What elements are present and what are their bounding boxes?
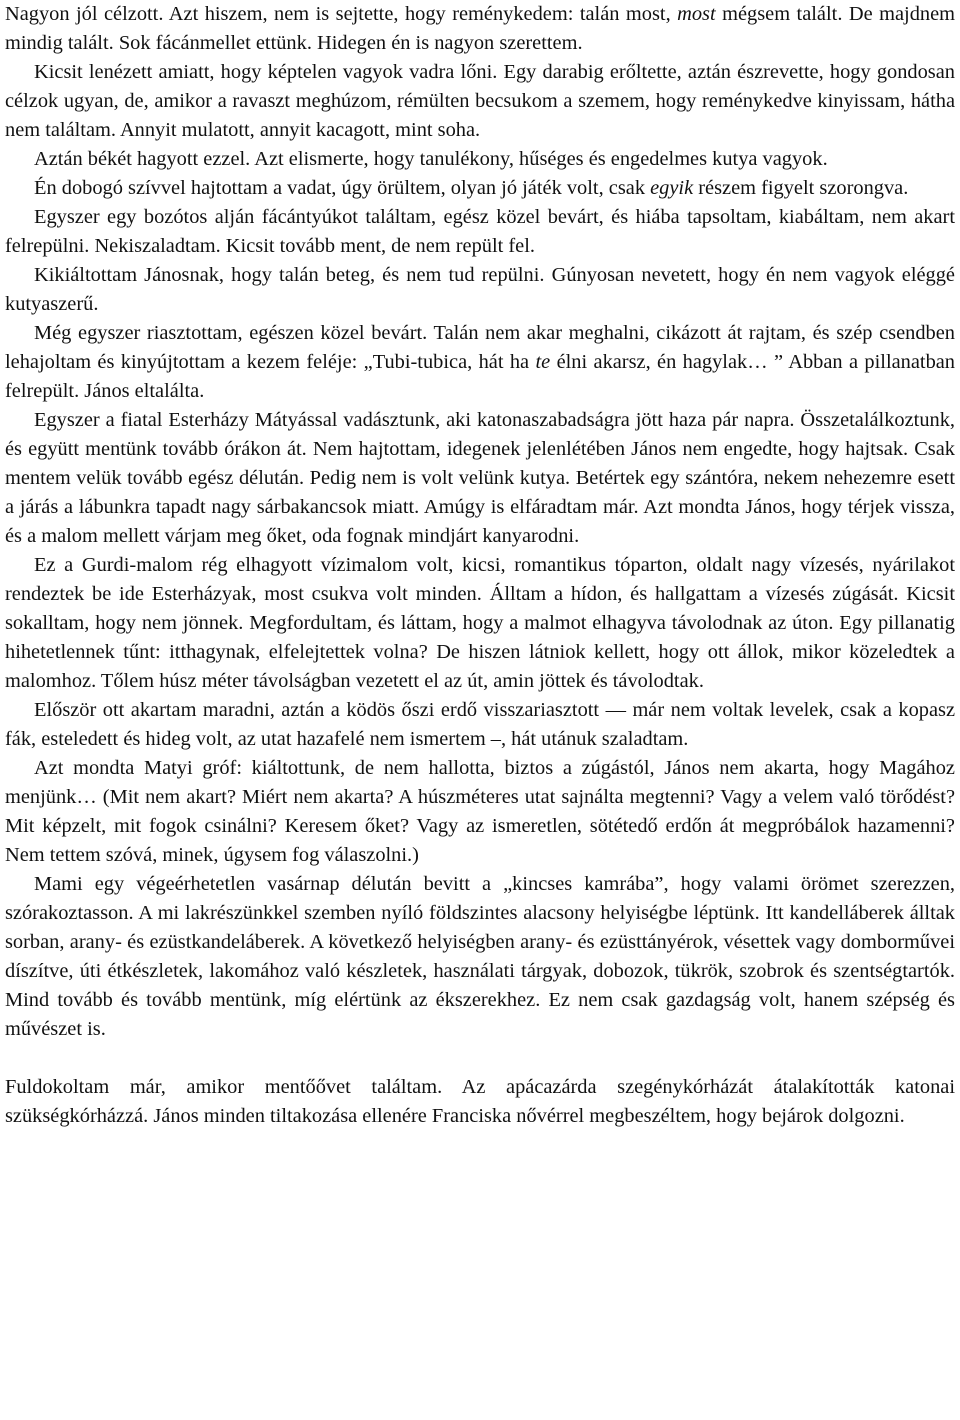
paragraph-text: Nagyon jól célzott. Azt hiszem, nem is sejtette, hogy reménykedem: talán most,	[5, 3, 678, 25]
paragraph-text: Egyszer a fiatal Esterházy Mátyással vadásztunk, aki katonaszabadságra jött haza pár napra. Összetalálkoztunk, és együtt mentünk tovább órákon át. Nem hajtottam, idegenek jelenlétében János nem engedte, hogy hajtsak. Csak mentem velük tovább egész délután. Pedig nem is volt velünk kutya. Betértek egy szántóra, nekem nehezemre esett a járás a lábunkra tapadt nagy sárbakancsok miatt. Amúgy is elfáradtam már. Azt mondta János, hogy térjek vissza, és a malom mellett várjam meg őket, oda fognak mindjárt kanyarodni.	[5, 409, 955, 547]
paragraph-text: Kicsit lenézett amiatt, hogy képtelen vagyok vadra lőni. Egy darabig erőltette, aztán észrevette, hogy gondosan célzok ugyan, de, amikor a ravaszt meghúzom, rémülten becsukom a szemem, hogy reménykedve kinyissam, hátha nem találtam. Annyit mulatott, annyit kacagott, mint soha.	[5, 61, 955, 141]
paragraph-3	[5, 145, 955, 174]
paragraph-1	[5, 0, 955, 58]
paragraph-text: mégsem talált. De majdnem mindig talált. Sok fácánmellet ettünk. Hidegen én is nagyon szerettem.	[5, 3, 955, 54]
paragraph-text: Én dobogó szívvel hajtottam a vadat, úgy örültem, olyan jó játék volt, csak	[34, 177, 651, 199]
paragraph-text: Azt mondta Matyi gróf: kiáltottunk, de nem hallotta, biztos a zúgástól, János nem akarta, hogy Magához menjünk… (Mit nem akart? Miért nem akarta? A húszméteres utat sajnálta megtenni? Vagy a velem való törődést? Mit képzelt, mit fogok csinálni? Keresem őket? Vagy az ismeretlen, sötétedő erdőn át megpróbálok hazamenni? Nem tettem szóvá, minek, úgysem fog válaszolni.)	[5, 757, 955, 866]
italic-word: te	[535, 351, 551, 373]
paragraph-text: Kikiáltottam Jánosnak, hogy talán beteg, és nem tud repülni. Gúnyosan nevetett, hogy én nem vagyok eléggé kutyaszerű.	[5, 264, 955, 315]
paragraph-text: élni akarsz, én hagylak… ” Abban a pillanatban felrepült. János eltalálta.	[5, 351, 956, 402]
paragraph-text: Ez a Gurdi-malom rég elhagyott vízimalom volt, kicsi, romantikus tóparton, oldalt nagy vízesés, nyárilakot rendeztek be ide Esterházyak, most csukva volt minden. Álltam a hídon, és hallgattam a vízesés zúgását. Kicsit sokalltam, hogy nem jönnek. Megfordultam, és láttam, hogy a malmot elhagyva távolodnak az úton. Egy pillanatig hihetetlennek tűnt: itthagynak, elfelejtettek volna? De hiszen látniok kellett, hogy ott állok, mikor közeledtek a malomhoz. Tőlem húsz méter távolságban vezetett el az út, amin jöttek és távolodtak.	[5, 554, 955, 692]
paragraph-7	[5, 319, 955, 406]
paragraph-5	[5, 203, 955, 261]
paragraph-text: részem figyelt szorongva.	[693, 177, 909, 199]
italic-word: most	[677, 3, 716, 25]
paragraph-13	[5, 1073, 955, 1131]
paragraph-9	[5, 551, 955, 696]
paragraph-text: Mami egy végeérhetetlen vasárnap délután bevitt a „kincses kamrába”, hogy valami örömet szerezzen, szórakoztasson. A mi lakrészünkkel szemben nyíló földszintes alacsony helyiségbe léptünk. Itt kandelláberek álltak sorban, arany- és ezüstkandeláberek. A következő helyiségben arany- és ezüsttányérok, vésettek vagy domborművei díszítve, úti étkészletek, lakomához való készletek, használati tárgyak, dobozok, tükrök, szobrok és szentségtartók. Mind tovább és tovább mentünk, míg elértünk az ékszerekhez. Ez nem csak gazdagság volt, hanem szépség és művészet is.	[5, 873, 955, 1040]
paragraph-12	[5, 870, 955, 1044]
paragraph-2	[5, 58, 955, 145]
paragraph-text: Fuldokoltam már, amikor mentőővet találtam. Az apácazárda szegénykórházát átalakították katonai szükségkórházzá. János minden tiltakozása ellenére Franciska nővérrel megbeszéltem, hogy bejárok dolgozni.	[5, 1076, 955, 1127]
italic-word: egyik	[650, 177, 694, 199]
paragraph-10	[5, 696, 955, 754]
paragraph-6	[5, 261, 955, 319]
paragraph-text: Még egyszer riasztottam, egészen közel bevárt. Talán nem akar meghalni, cikázott át rajtam, és szép csendben lehajoltam és kinyújtottam a kezem feléje: „Tubi-tubica, hát ha	[5, 322, 955, 373]
paragraph-8	[5, 406, 955, 551]
paragraph-4	[5, 174, 955, 203]
document-page	[5, 0, 955, 1131]
paragraph-text: Aztán békét hagyott ezzel. Azt elismerte, hogy tanulékony, hűséges és engedelmes kutya vagyok.	[34, 148, 828, 170]
paragraph-text: Először ott akartam maradni, aztán a ködös őszi erdő visszariasztott — már nem voltak levelek, csak a kopasz fák, esteledett és hideg volt, az utat hazafelé nem ismertem –, hát utánuk szaladtam.	[5, 699, 955, 750]
paragraph-text: Egyszer egy bozótos alján fácántyúkot találtam, egész közel bevárt, és hiába tapsoltam, kiabáltam, nem akart felrepülni. Nekiszaladtam. Kicsit tovább ment, de nem repült fel.	[5, 206, 955, 257]
paragraph-11	[5, 754, 955, 870]
